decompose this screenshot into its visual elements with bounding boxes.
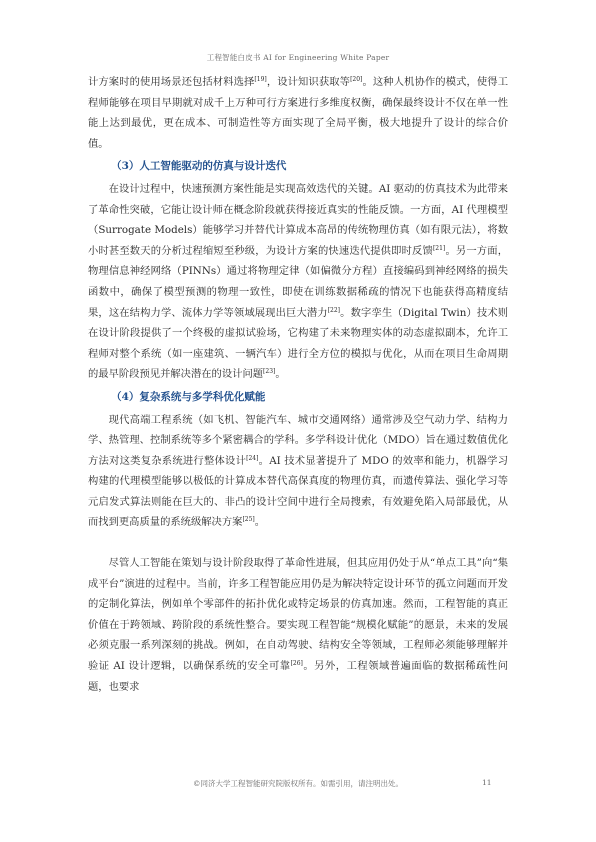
citation: [20] xyxy=(350,76,363,83)
paragraph-challenges: 尽管人工智能在策划与设计阶段取得了革命性进展，但其应用仍处于从“单点工具”向“集成平台”演进的过程中。当前，许多工程智能应用仍是为解决特定设计环节的孤立问题而开发的定制化算法，例如单个零部件的拓扑优化或特定场景的仿真加速。然而，工程智能的真正价值在于跨领域、跨阶段的系统性整合。要实现工程智能“规模化赋能”的愿景，未来的发展必须克服一系列深刻的挑战。例如，在自动驾驶、结构安全等领域，工程师必须能够理解并验证 AI 设计逻辑，以确保系统的安全可靠[26]。另外，工程领域普遍面临的数据稀疏性问题，也要求 xyxy=(88,557,508,693)
citation: [22] xyxy=(327,306,341,314)
section-heading-mdo: （4）复杂系统与多学科优化赋能 xyxy=(111,390,266,403)
paragraph-gap xyxy=(88,533,508,553)
running-header: 工程智能白皮书 AI for Engineering White Paper xyxy=(206,53,390,62)
citation: [19] xyxy=(254,76,267,83)
citation: [24] xyxy=(246,454,259,462)
citation: [21] xyxy=(432,244,446,252)
paragraph-mdo: 现代高端工程系统（如飞机、智能汽车、城市交通网络）通常涉及空气动力学、结构力学、热管理、控制系统等多个紧密耦合的学科。多学科设计优化（MDO）旨在通过数值优化方法对这类复杂系统进行整体设计[24]。AI 技术显著提升了 MDO 的效率和能力，机器学习构建的代理模型能够以极低的计算成本替代高保真度的物理仿真，而遗传算法、强化学习等元启发式算法则能在巨大的、非凸的设计空间中进行全局搜索，有效避免陷入局部最优，从而找到更高质量的系统级解决方案[25]。 xyxy=(88,413,509,529)
page-number: 11 xyxy=(482,778,492,787)
page-body xyxy=(88,72,508,697)
page-footer xyxy=(0,778,596,792)
paragraph-simulation: 在设计过程中，快速预测方案性能是实现高效迭代的关键。AI 驱动的仿真技术为此带来了革命性突破，它能让设计师在概念阶段就获得接近真实的性能反馈。一方面，AI 代理模型（Surrogate Models）能够学习并替代计算成本高昂的传统物理仿真（如有限元法），将数小时甚至数天的分析过程缩短至秒级，为设计方案的快速迭代提供即时反馈[21]。另一方面，物理信息神经网络（PINNs）通过将物理定律（如偏微分方程）直接编码到神经网络的损失函数中，确保了模型预测的物理一致性，即使在训练数据稀疏的情况下也能获得高精度结果，这在结构力学、流体力学等领域展现出巨大潜力[22]。数字孪生（Digital Twin）技术则在设计阶段提供了一个终极的虚拟试验场，它构建了未来物理实体的动态虚拟副本，允许工程师对整个系统（如一座建筑、一辆汽车）进行全方位的模拟与优化，从而在项目生命周期的最早阶段预见并解决潜在的设计问题[23]。 xyxy=(88,182,509,381)
section-heading-simulation: （3）人工智能驱动的仿真与设计迭代 xyxy=(111,160,287,173)
citation: [23] xyxy=(263,368,276,376)
copyright-notice: ©同济大学工程智能研究院版权所有。如需引用，请注明出处。 xyxy=(193,779,403,788)
citation: [26] xyxy=(290,660,303,668)
paragraph-material-selection: 计方案时的使用场景还包括材料选择[19]，设计知识获取等[20]。这种人机协作的模式，使得工程师能够在项目早期就对成千上万种可行方案进行多维度权衡，确保最终设计不仅在单一性能上达到最优，更在成本、可制造性等方面实现了全局平衡，极大地提升了设计的综合价值。 xyxy=(88,76,509,150)
citation: [25] xyxy=(242,516,255,524)
